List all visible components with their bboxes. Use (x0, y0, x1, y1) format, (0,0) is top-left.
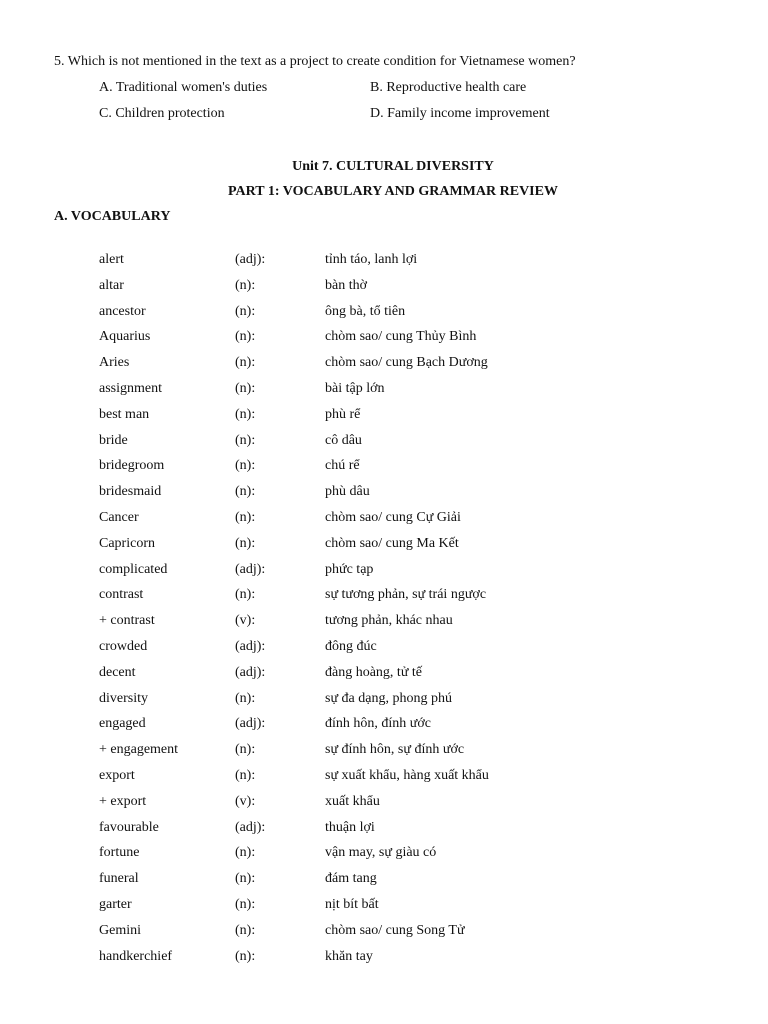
vocab-word: + contrast (99, 613, 155, 629)
vocab-row (0, 871, 768, 897)
vocab-pos: (n): (235, 329, 256, 345)
vocab-row (0, 613, 768, 639)
vocab-meaning: sự xuất khẩu, hàng xuất khẩu (325, 767, 489, 783)
vocab-pos: (n): (235, 355, 256, 371)
vocab-meaning: đông đúc (325, 638, 377, 654)
vocab-row (0, 794, 768, 820)
vocab-pos: (n): (235, 948, 256, 964)
vocab-row (0, 381, 768, 407)
vocab-row (0, 407, 768, 433)
vocab-word: alert (99, 252, 124, 267)
vocab-pos: (adj): (235, 252, 266, 267)
vocab-row (0, 742, 768, 768)
vocab-meaning: tương phản, khác nhau (325, 613, 453, 629)
vocab-pos: (n): (235, 871, 256, 887)
option-d: D. Family income improvement (370, 106, 550, 121)
vocab-meaning: ông bà, tổ tiên (325, 303, 406, 319)
vocab-pos: (adj): (235, 638, 266, 654)
vocab-meaning: phù dâu (325, 484, 370, 500)
vocab-meaning: đàng hoàng, tử tế (325, 664, 423, 680)
vocab-row (0, 510, 768, 536)
vocab-meaning: thuận lợi (325, 819, 375, 835)
vocab-meaning: đám tang (325, 871, 377, 887)
vocab-row (0, 923, 768, 949)
vocab-pos: (n): (235, 406, 256, 422)
vocab-word: fortune (99, 845, 140, 861)
vocab-row (0, 304, 768, 330)
vocab-word: Aries (99, 355, 130, 371)
vocab-meaning: phức tạp (325, 561, 374, 577)
vocab-meaning: chú rể (325, 458, 360, 474)
vocab-word: decent (99, 664, 136, 680)
vocab-meaning: chòm sao/ cung Thủy Bình (325, 329, 477, 345)
vocab-word: bridesmaid (99, 484, 162, 500)
vocab-row (0, 716, 768, 742)
vocab-row (0, 587, 768, 613)
vocab-word: Capricorn (99, 535, 155, 551)
vocab-word: favourable (99, 819, 159, 835)
vocab-meaning: tỉnh táo, lanh lợi (325, 252, 418, 267)
vocab-word: garter (99, 896, 132, 912)
vocab-meaning: bài tập lớn (325, 380, 385, 396)
vocab-word: assignment (99, 380, 162, 396)
option-b: B. Reproductive health care (370, 80, 527, 95)
vocab-meaning: cô dâu (325, 432, 362, 448)
vocab-row (0, 484, 768, 510)
vocab-meaning: chòm sao/ cung Cự Giải (325, 509, 461, 525)
vocab-row (0, 768, 768, 794)
vocab-meaning: đính hôn, đính ước (325, 716, 431, 732)
vocab-word: crowded (99, 638, 148, 654)
vocab-word: best man (99, 406, 150, 422)
vocab-pos: (n): (235, 380, 256, 396)
vocab-word: + engagement (99, 742, 179, 758)
vocab-word: Gemini (99, 922, 141, 938)
vocab-row (0, 691, 768, 717)
vocab-row (0, 639, 768, 665)
vocab-pos: (n): (235, 587, 256, 603)
vocab-pos: (adj): (235, 561, 266, 577)
vocab-row (0, 949, 768, 975)
vocab-word: Aquarius (99, 329, 151, 345)
vocab-row (0, 329, 768, 355)
question-text: 5. Which is not mentioned in the text as a project to create condition for Vietnamese women? (54, 54, 576, 69)
option-c: C. Children protection (99, 106, 225, 121)
vocab-word: ancestor (99, 303, 146, 319)
vocab-row (0, 433, 768, 459)
vocab-pos: (n): (235, 767, 256, 783)
vocab-pos: (n): (235, 484, 256, 500)
vocab-pos: (n): (235, 845, 256, 861)
vocab-word: contrast (99, 587, 144, 603)
vocab-meaning: vận may, sự giàu có (325, 845, 437, 861)
vocab-pos: (n): (235, 922, 256, 938)
vocab-meaning: phù rể (325, 406, 361, 422)
vocab-pos: (n): (235, 535, 256, 551)
vocab-meaning: sự tương phản, sự trái ngược (325, 587, 487, 603)
vocab-pos: (n): (235, 896, 256, 912)
vocab-pos: (n): (235, 742, 256, 758)
vocab-pos: (n): (235, 432, 256, 448)
vocab-word: engaged (99, 716, 146, 732)
vocab-meaning: sự đính hôn, sự đính ước (325, 742, 465, 758)
vocab-row (0, 458, 768, 484)
vocab-row (0, 536, 768, 562)
vocab-word: diversity (99, 690, 148, 706)
vocab-pos: (v): (235, 793, 256, 809)
vocab-meaning: nịt bít bất (325, 896, 379, 912)
vocab-word: export (99, 767, 135, 783)
vocab-row (0, 820, 768, 846)
part-title: PART 1: VOCABULARY AND GRAMMAR REVIEW (228, 184, 558, 199)
vocab-meaning: chòm sao/ cung Song Tử (325, 922, 465, 938)
vocab-meaning: khăn tay (325, 948, 373, 964)
vocab-meaning: xuất khẩu (325, 793, 380, 809)
unit-title: Unit 7. CULTURAL DIVERSITY (292, 159, 494, 174)
vocab-row (0, 897, 768, 923)
vocab-row (0, 845, 768, 871)
vocab-pos: (adj): (235, 819, 266, 835)
section-title: A. VOCABULARY (54, 209, 171, 224)
vocab-pos: (n): (235, 303, 256, 319)
vocab-pos: (n): (235, 277, 256, 293)
vocabulary-list (0, 252, 768, 974)
vocab-row (0, 562, 768, 588)
vocab-pos: (v): (235, 613, 256, 629)
vocab-word: + export (99, 793, 147, 809)
vocab-word: handkerchief (99, 948, 173, 964)
option-a: A. Traditional women's duties (99, 80, 268, 95)
vocab-row (0, 278, 768, 304)
vocab-word: altar (99, 277, 124, 293)
vocab-pos: (adj): (235, 664, 266, 680)
vocab-meaning: sự đa dạng, phong phú (325, 690, 452, 706)
vocab-pos: (n): (235, 509, 256, 525)
vocab-meaning: chòm sao/ cung Bạch Dương (325, 355, 488, 371)
vocab-row (0, 355, 768, 381)
vocab-word: bridegroom (99, 458, 165, 474)
vocab-word: Cancer (99, 509, 139, 525)
vocab-row (0, 252, 768, 278)
vocab-row (0, 665, 768, 691)
vocab-word: bride (99, 432, 128, 448)
vocab-pos: (adj): (235, 716, 266, 732)
vocab-meaning: bàn thờ (325, 277, 368, 293)
vocab-meaning: chòm sao/ cung Ma Kết (325, 535, 459, 551)
vocab-pos: (n): (235, 690, 256, 706)
vocab-word: funeral (99, 871, 139, 887)
vocab-word: complicated (99, 561, 168, 577)
vocab-pos: (n): (235, 458, 256, 474)
